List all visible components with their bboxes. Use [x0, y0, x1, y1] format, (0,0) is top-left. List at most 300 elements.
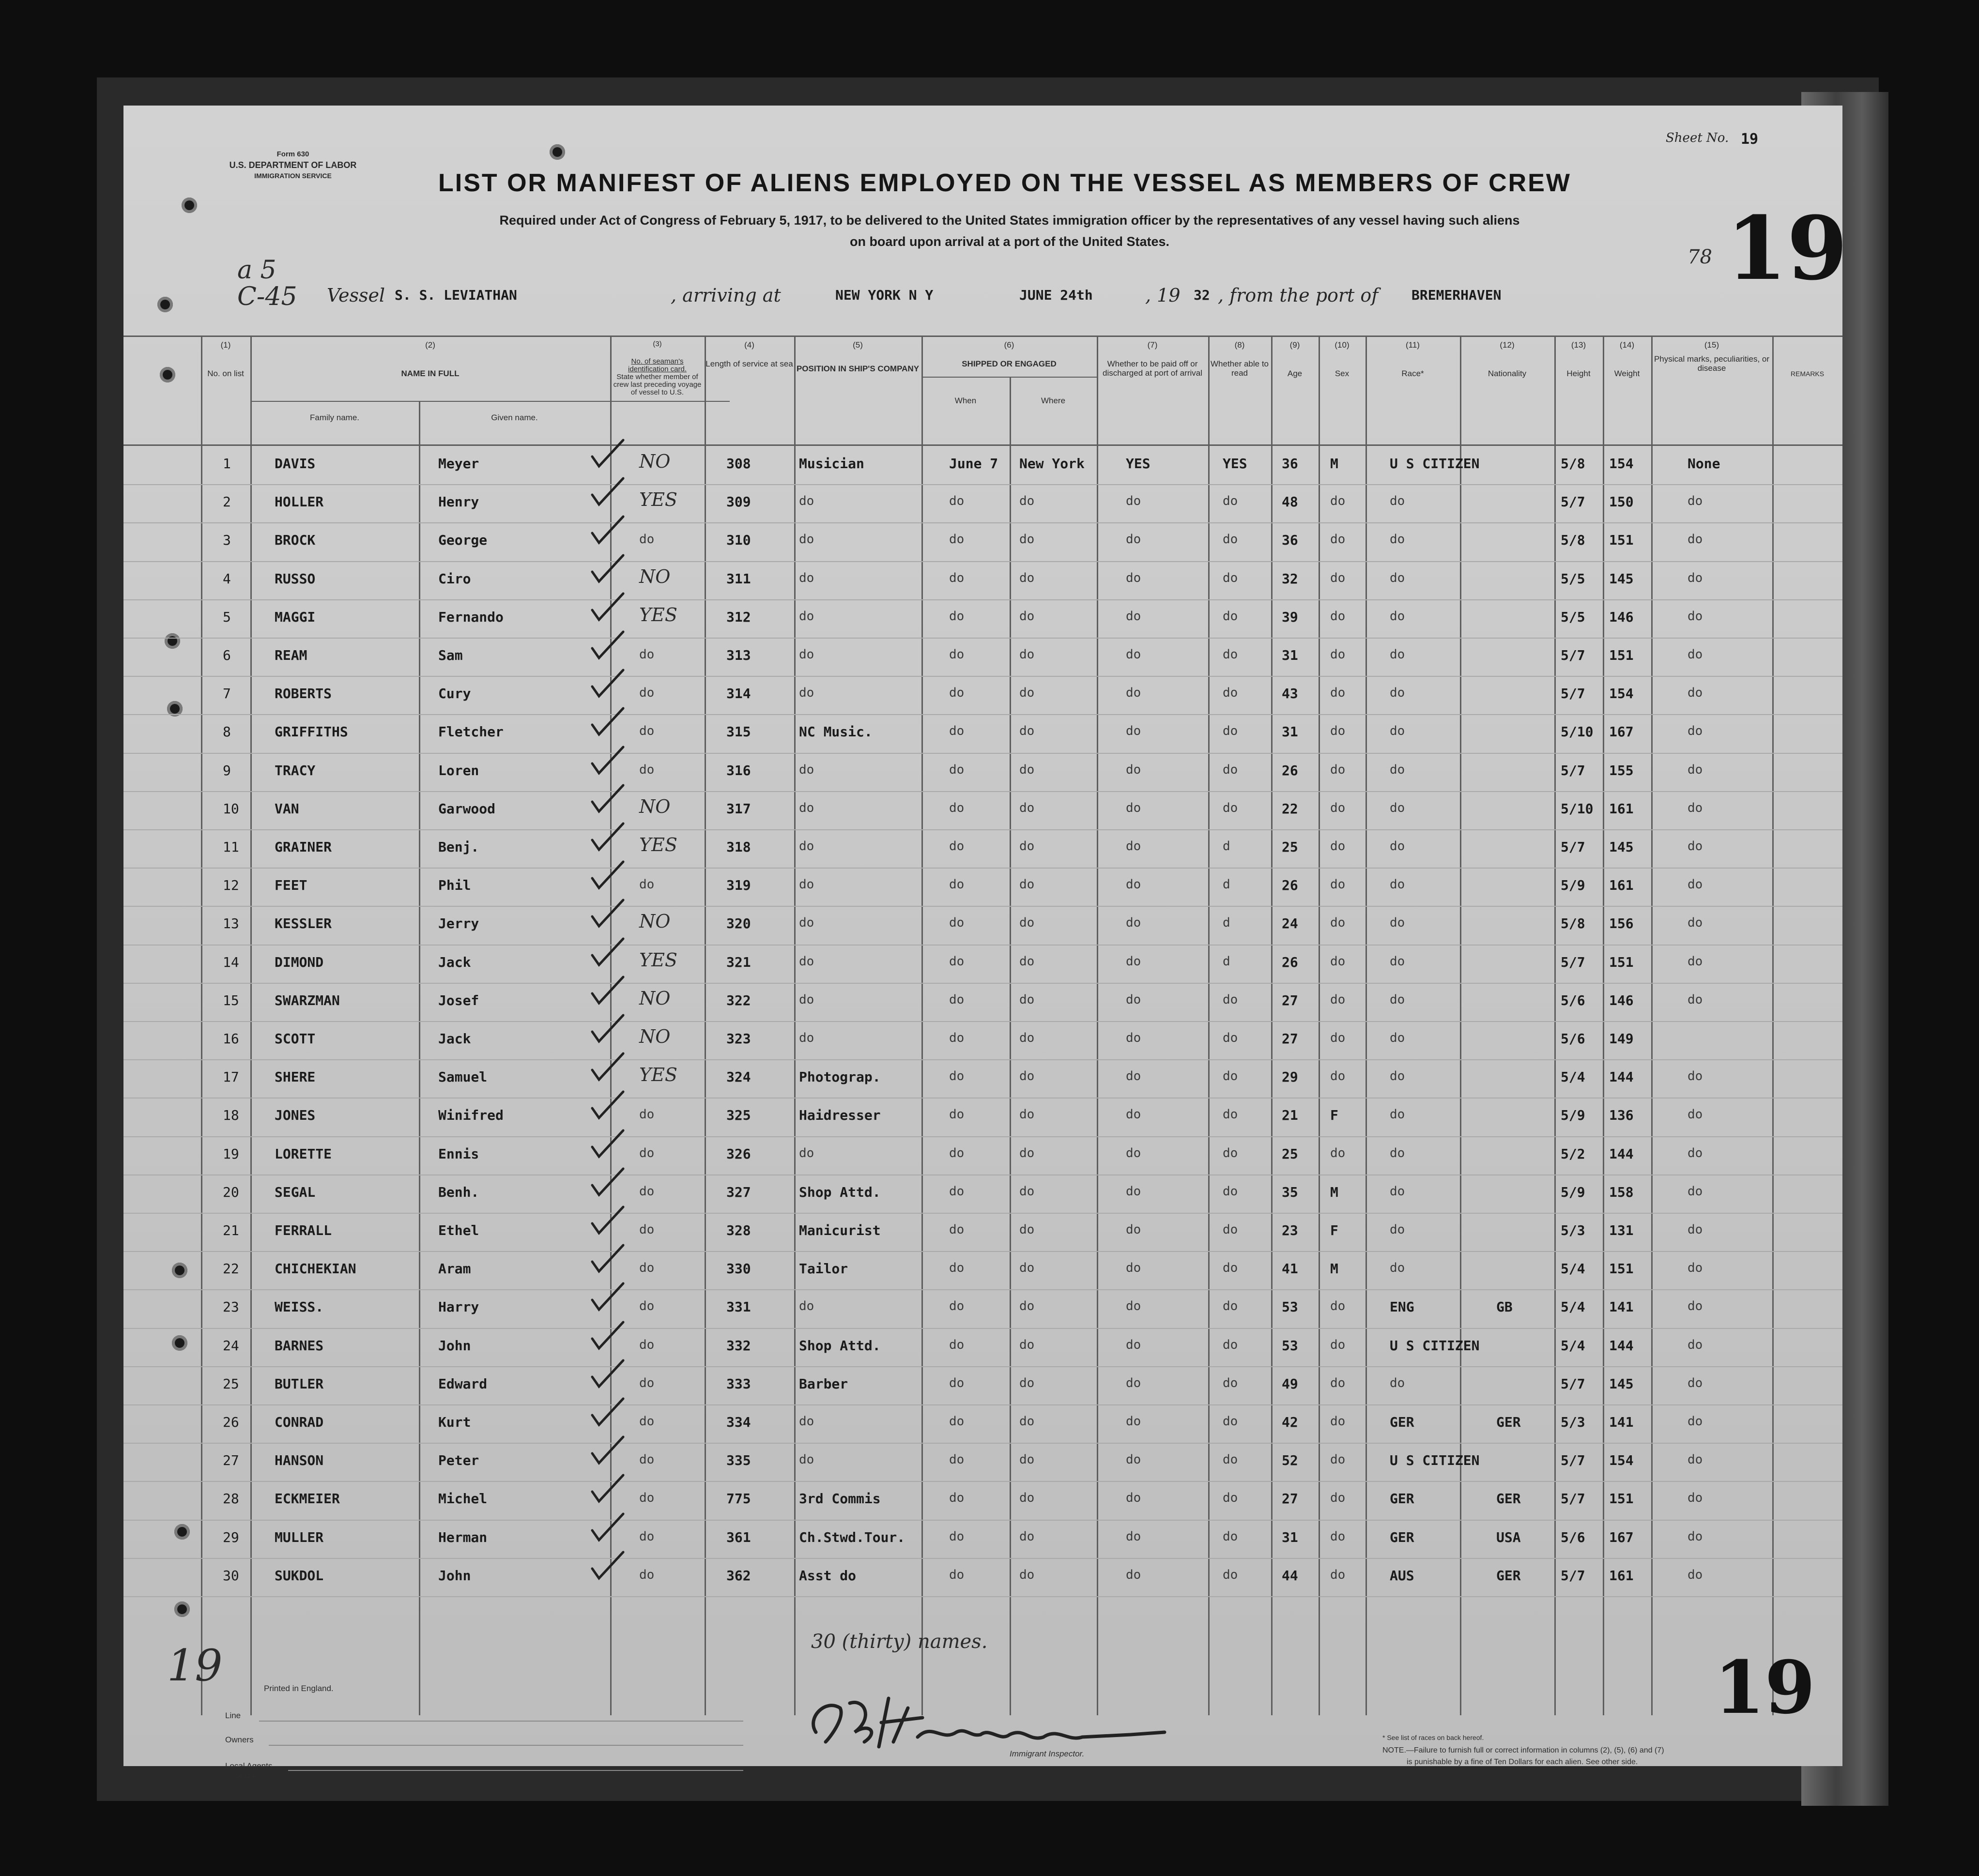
height: 5/7 [1561, 1567, 1585, 1584]
race: do [1390, 532, 1405, 547]
race: do [1390, 609, 1405, 624]
age: 26 [1282, 954, 1298, 970]
col-header-length-service [705, 340, 794, 368]
height: 5/3 [1561, 1414, 1585, 1430]
id-card: do [639, 724, 655, 739]
given-name: Ciro [438, 570, 471, 587]
physical-marks: do [1688, 992, 1703, 1007]
check-mark-icon [588, 591, 627, 625]
id-card: do [639, 1222, 655, 1237]
family-name: HOLLER [275, 494, 324, 510]
shipped-where: do [1019, 1031, 1035, 1045]
age: 49 [1282, 1375, 1298, 1392]
physical-marks: do [1688, 609, 1703, 624]
col-header-where: Where [1041, 396, 1066, 405]
service-length: 330 [726, 1261, 751, 1277]
col-label: No. of seaman's identification card. [628, 357, 687, 373]
row-number: 6 [223, 647, 231, 663]
shipped-when: do [949, 877, 965, 892]
table-row [123, 830, 1842, 869]
race: do [1390, 494, 1405, 509]
row-number: 22 [223, 1261, 239, 1277]
given-name: Sam [438, 647, 463, 663]
service-length: 311 [726, 570, 751, 587]
row-number: 10 [223, 800, 239, 817]
given-name: Meyer [438, 456, 479, 472]
age: 43 [1282, 686, 1298, 702]
given-name: Michel [438, 1491, 488, 1507]
race: do [1390, 992, 1405, 1007]
nationality: USA [1496, 1529, 1521, 1545]
able-to-read: d [1223, 954, 1230, 969]
col-label: NAME IN FULL [401, 369, 460, 378]
shipped-when: do [949, 800, 965, 815]
service-length: 318 [726, 839, 751, 855]
race: U S CITIZEN [1390, 1452, 1480, 1469]
from-port: BREMERHAVEN [1411, 287, 1502, 303]
id-card: do [639, 1452, 655, 1467]
shipped-where: do [1019, 570, 1035, 585]
shipped-where: do [1019, 992, 1035, 1007]
id-card: YES [639, 604, 677, 625]
row-number: 27 [223, 1452, 239, 1469]
paid-off: do [1126, 1261, 1141, 1276]
paid-off: do [1126, 1375, 1141, 1390]
shipped-where: do [1019, 1145, 1035, 1160]
height: 5/9 [1561, 1184, 1585, 1200]
race: do [1390, 724, 1405, 739]
col-header-race [1365, 340, 1460, 378]
service-length: 328 [726, 1222, 751, 1238]
col-num: (1) [220, 340, 231, 350]
age: 27 [1282, 992, 1298, 1008]
sheet-label: Sheet No. [1666, 131, 1729, 145]
nationality: GER [1496, 1491, 1521, 1507]
row-number: 13 [223, 915, 239, 932]
family-name: ECKMEIER [275, 1491, 340, 1507]
weight: 151 [1609, 647, 1634, 663]
service-length: 323 [726, 1031, 751, 1047]
check-mark-icon [588, 936, 627, 970]
owners-label: Owners [225, 1735, 254, 1744]
col-header-read [1208, 340, 1271, 378]
col-num: (9) [1289, 340, 1300, 350]
id-card: do [639, 1529, 655, 1544]
check-mark-icon [588, 897, 627, 931]
position: do [799, 839, 814, 854]
weight: 145 [1609, 839, 1634, 855]
family-name: ROBERTS [275, 686, 332, 702]
age: 26 [1282, 877, 1298, 894]
height: 5/9 [1561, 1107, 1585, 1124]
height: 5/5 [1561, 609, 1585, 625]
table-row [123, 907, 1842, 945]
row-number: 18 [223, 1107, 239, 1124]
name-subheader-rule [250, 401, 730, 402]
row-number: 24 [223, 1337, 239, 1354]
sex: do [1330, 877, 1346, 892]
arriving-port: NEW YORK N Y [835, 287, 934, 303]
height: 5/2 [1561, 1145, 1585, 1162]
check-mark-icon [588, 1089, 627, 1123]
physical-marks: do [1688, 1261, 1703, 1276]
shipped-when: do [949, 1337, 965, 1352]
position: Haidresser [799, 1107, 881, 1124]
paid-off: do [1126, 1337, 1141, 1352]
col-header-shipped [921, 340, 1097, 368]
service-length: 331 [726, 1299, 751, 1315]
paid-off: do [1126, 992, 1141, 1007]
col-num: (15) [1704, 340, 1719, 350]
physical-marks: do [1688, 1069, 1703, 1084]
position: 3rd Commis [799, 1491, 881, 1507]
weight: 167 [1609, 1529, 1634, 1545]
weight: 161 [1609, 800, 1634, 817]
shipped-where: do [1019, 1299, 1035, 1314]
col-num: (12) [1500, 340, 1515, 350]
sheet-number: 19 [1741, 131, 1759, 148]
age: 53 [1282, 1337, 1298, 1354]
physical-marks: do [1688, 762, 1703, 777]
weight: 146 [1609, 609, 1634, 625]
weight: 141 [1609, 1299, 1634, 1315]
row-number: 7 [223, 686, 231, 702]
vessel-label: Vessel [327, 285, 385, 306]
weight: 145 [1609, 570, 1634, 587]
weight: 154 [1609, 686, 1634, 702]
shipped-where: do [1019, 954, 1035, 969]
given-name: Phil [438, 877, 471, 894]
family-name: REAM [275, 647, 307, 663]
shipped-when: do [949, 532, 965, 547]
paid-off: do [1126, 724, 1141, 739]
weight: 151 [1609, 1491, 1634, 1507]
position: do [799, 532, 814, 547]
position: do [799, 1299, 814, 1314]
check-mark-icon [588, 974, 627, 1008]
family-name: DIMOND [275, 954, 324, 970]
service-length: 308 [726, 456, 751, 472]
table-row [123, 562, 1842, 600]
row-number: 14 [223, 954, 239, 970]
able-to-read: do [1223, 1222, 1238, 1237]
position: Photograp. [799, 1069, 881, 1085]
shipped-where: do [1019, 1107, 1035, 1122]
id-card: NO [639, 451, 671, 472]
col-header-no-list [201, 340, 250, 378]
shipped-where: do [1019, 686, 1035, 701]
height: 5/6 [1561, 1031, 1585, 1047]
family-name: FERRALL [275, 1222, 332, 1238]
paid-off: do [1126, 1184, 1141, 1199]
stamp-small-number: 78 [1688, 246, 1712, 268]
sex: do [1330, 532, 1346, 547]
col-header-weight [1603, 340, 1651, 378]
shipped-where: do [1019, 1222, 1035, 1237]
age: 24 [1282, 915, 1298, 932]
paid-off: do [1126, 800, 1141, 815]
able-to-read: YES [1223, 456, 1247, 472]
age: 32 [1282, 570, 1298, 587]
paid-off: do [1126, 1145, 1141, 1160]
owners-field [269, 1745, 743, 1746]
position: do [799, 915, 814, 930]
col-header-nationality [1460, 340, 1554, 378]
shipped-when: do [949, 992, 965, 1007]
form-number: Form 630 [276, 150, 309, 158]
physical-marks: do [1688, 1414, 1703, 1429]
col-num: (10) [1335, 340, 1350, 350]
table-row [123, 715, 1842, 753]
col-label: Whether able to read [1210, 359, 1269, 378]
family-name: RUSSO [275, 570, 316, 587]
row-number: 28 [223, 1491, 239, 1507]
id-card: do [639, 1491, 655, 1506]
sex: do [1330, 915, 1346, 930]
shipped-where: do [1019, 609, 1035, 624]
age: 22 [1282, 800, 1298, 817]
margin-note-2: C-45 [237, 282, 297, 311]
family-name: CHICHEKIAN [275, 1261, 356, 1277]
given-name: Cury [438, 686, 471, 702]
position: do [799, 1452, 814, 1467]
sex: F [1330, 1107, 1338, 1124]
paid-off: do [1126, 1491, 1141, 1506]
service-length: 335 [726, 1452, 751, 1469]
paid-off: YES [1126, 456, 1151, 472]
races-note: * See list of races on back hereof. [1382, 1734, 1484, 1741]
position: Tailor [799, 1261, 848, 1277]
able-to-read: do [1223, 1299, 1238, 1314]
col-num: (4) [744, 340, 754, 350]
given-name: Herman [438, 1529, 488, 1545]
physical-marks: do [1688, 1184, 1703, 1199]
col-num: (6) [1004, 340, 1014, 350]
table-row [123, 984, 1842, 1022]
row-number: 29 [223, 1529, 239, 1545]
position: do [799, 1031, 814, 1045]
sex: do [1330, 1031, 1346, 1045]
height: 5/8 [1561, 915, 1585, 932]
shipped-when: do [949, 954, 965, 969]
year-prefix: , 19 [1145, 285, 1181, 306]
race: do [1390, 1261, 1405, 1276]
age: 29 [1282, 1069, 1298, 1085]
height: 5/6 [1561, 1529, 1585, 1545]
row-number: 16 [223, 1031, 239, 1047]
age: 25 [1282, 1145, 1298, 1162]
given-name: Edward [438, 1375, 488, 1392]
table-row [123, 1214, 1842, 1252]
col-label-sub: State whether member of crew last preceding voyage of vessel to U.S. [613, 373, 702, 397]
col-header-physical-marks [1651, 340, 1772, 373]
col-header-given-name: Given name. [491, 413, 538, 422]
service-length: 319 [726, 877, 751, 894]
given-name: Ennis [438, 1145, 479, 1162]
row-number: 25 [223, 1375, 239, 1392]
col-header-position [794, 340, 921, 373]
shipped-where: do [1019, 724, 1035, 739]
physical-marks: do [1688, 1337, 1703, 1352]
shipped-where: do [1019, 800, 1035, 815]
margin-note-1: a 5 [237, 256, 276, 285]
race: do [1390, 1145, 1405, 1160]
check-mark-icon [588, 667, 627, 701]
height: 5/7 [1561, 494, 1585, 510]
height: 5/7 [1561, 1375, 1585, 1392]
given-name: Ethel [438, 1222, 479, 1238]
paid-off: do [1126, 647, 1141, 662]
sex: do [1330, 1491, 1346, 1506]
service-length: 362 [726, 1567, 751, 1584]
paid-off: do [1126, 839, 1141, 854]
service-length: 325 [726, 1107, 751, 1124]
family-name: BROCK [275, 532, 316, 549]
check-mark-icon [588, 1319, 627, 1353]
check-mark-icon [588, 1434, 627, 1468]
given-name: Loren [438, 762, 479, 778]
col-header-name [250, 340, 610, 378]
physical-marks: do [1688, 877, 1703, 892]
col-label: No. on list [207, 369, 244, 378]
col-header-family-name: Family name. [309, 413, 360, 422]
col-label: Nationality [1488, 369, 1527, 378]
check-mark-icon [588, 744, 627, 778]
nationality: GB [1496, 1299, 1513, 1315]
row-number: 15 [223, 992, 239, 1008]
physical-marks: do [1688, 570, 1703, 585]
col-header-when: When [954, 396, 977, 405]
height: 5/5 [1561, 570, 1585, 587]
sex: M [1330, 1184, 1338, 1200]
able-to-read: do [1223, 1031, 1238, 1045]
able-to-read: do [1223, 800, 1238, 815]
row-number: 17 [223, 1069, 239, 1085]
id-card: YES [639, 949, 677, 971]
col-header-height [1554, 340, 1603, 378]
sex: do [1330, 1337, 1346, 1352]
given-name: Jerry [438, 915, 479, 932]
col-label: POSITION IN SHIP'S COMPANY [796, 364, 920, 373]
shipped-when: do [949, 609, 965, 624]
row-number: 23 [223, 1299, 239, 1315]
height: 5/7 [1561, 1452, 1585, 1469]
paid-off: do [1126, 494, 1141, 509]
family-name: GRAINER [275, 839, 332, 855]
weight: 144 [1609, 1145, 1634, 1162]
id-card: YES [639, 1064, 677, 1086]
page-subtitle [356, 210, 1663, 252]
id-card: do [639, 1184, 655, 1199]
service-length: 316 [726, 762, 751, 778]
shipped-where: do [1019, 915, 1035, 930]
race: ENG [1390, 1299, 1414, 1315]
position: Shop Attd. [799, 1337, 881, 1354]
table-row [123, 1252, 1842, 1290]
id-card: do [639, 1414, 655, 1429]
race: do [1390, 686, 1405, 701]
paid-off: do [1126, 1414, 1141, 1429]
check-mark-icon [588, 437, 627, 471]
weight: 144 [1609, 1337, 1634, 1354]
arriving-label: , arriving at [671, 285, 781, 306]
shipped-where: do [1019, 532, 1035, 547]
able-to-read: do [1223, 1567, 1238, 1582]
check-mark-icon [588, 514, 627, 548]
paid-off: do [1126, 686, 1141, 701]
service-length: 320 [726, 915, 751, 932]
sex: do [1330, 954, 1346, 969]
id-card: do [639, 1299, 655, 1314]
table-row [123, 1329, 1842, 1367]
weight: 154 [1609, 456, 1634, 472]
given-name: John [438, 1337, 471, 1354]
shipped-when: do [949, 762, 965, 777]
able-to-read: do [1223, 1107, 1238, 1122]
position: do [799, 494, 814, 509]
col-num: (3) [653, 340, 662, 348]
shipped-when: do [949, 1261, 965, 1276]
height: 5/8 [1561, 456, 1585, 472]
family-name: GRIFFITHS [275, 724, 348, 740]
row-number: 21 [223, 1222, 239, 1238]
page-title: LIST OR MANIFEST OF ALIENS EMPLOYED ON THE VESSEL AS MEMBERS OF CREW [438, 169, 1571, 197]
shipped-when: do [949, 1567, 965, 1582]
service-length: 313 [726, 647, 751, 663]
given-name: Josef [438, 992, 479, 1008]
paid-off: do [1126, 1452, 1141, 1467]
check-mark-icon [588, 1511, 627, 1545]
race: GER [1390, 1529, 1414, 1545]
shipped-when: do [949, 1069, 965, 1084]
position: Manicurist [799, 1222, 881, 1238]
weight: 151 [1609, 954, 1634, 970]
position: Ch.Stwd.Tour. [799, 1529, 905, 1545]
race: U S CITIZEN [1390, 456, 1480, 472]
race: do [1390, 954, 1405, 969]
table-row [123, 754, 1842, 792]
row-number: 9 [223, 762, 231, 778]
given-name: Samuel [438, 1069, 488, 1085]
shipped-where: do [1019, 762, 1035, 777]
race: do [1390, 1031, 1405, 1045]
family-name: MAGGI [275, 609, 316, 625]
height: 5/4 [1561, 1069, 1585, 1085]
col-num: (5) [853, 340, 863, 350]
col-header-id-card [610, 340, 705, 397]
physical-marks: do [1688, 1529, 1703, 1544]
check-mark-icon [588, 1396, 627, 1430]
able-to-read: do [1223, 570, 1238, 585]
shipped-where: New York [1019, 456, 1085, 472]
from-port-label: , from the port of [1218, 285, 1379, 306]
position: do [799, 954, 814, 969]
id-card: NO [639, 987, 671, 1009]
position: do [799, 762, 814, 777]
age: 26 [1282, 762, 1298, 778]
col-header-remarks: REMARKS [1790, 370, 1825, 378]
family-name: JONES [275, 1107, 316, 1124]
col-label: Age [1287, 369, 1303, 378]
id-card: do [639, 1567, 655, 1582]
age: 39 [1282, 609, 1298, 625]
inspector-label: Immigrant Inspector. [1010, 1749, 1085, 1758]
given-name: John [438, 1567, 471, 1584]
table-row [123, 1098, 1842, 1137]
table-row [123, 946, 1842, 984]
able-to-read: do [1223, 1529, 1238, 1544]
paid-off: do [1126, 1031, 1141, 1045]
